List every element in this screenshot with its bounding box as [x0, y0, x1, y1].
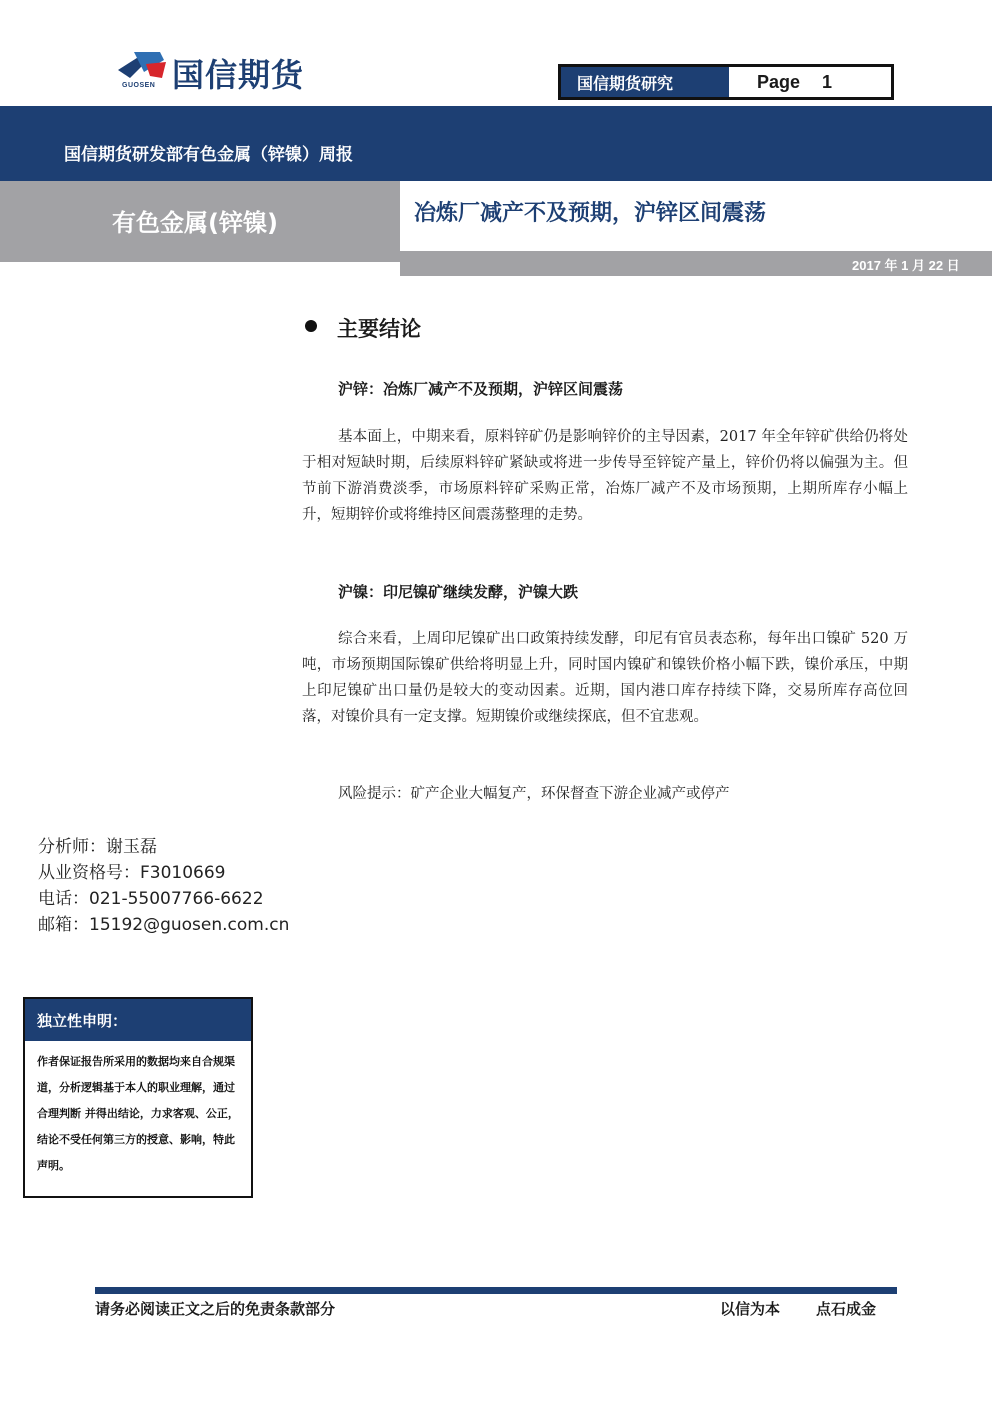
independence-body: 作者保证报告所采用的数据均来自合规渠道，分析逻辑基于本人的职业理解，通过合理判断 并得出结论，力求客观、公正，结论不受任何第三方的授意、影响，特此声明。	[37, 1055, 239, 1172]
footer-slogan-1: 以信为本	[720, 1300, 781, 1318]
main-title: 冶炼厂减产不及预期，沪锌区间震荡	[414, 201, 767, 226]
logo-subtext: GUOSEN	[122, 82, 156, 89]
footer-slogan	[720, 1298, 876, 1319]
section-bullet-icon	[305, 320, 317, 332]
report-title: 国信期货研发部有色金属（锌镍）周报	[64, 145, 353, 165]
footer-divider	[95, 1287, 897, 1294]
nickel-paragraph: 综合来看，上周印尼镍矿出口政策持续发酵，印尼有官员表态称，每年出口镍矿 520 万吨，市场预期国际镍矿供给将明显上升，同时国内镍矿和镍铁价格小幅下跌，镍价承压，中期上印尼镍矿出口量仍是较大的变动因素。近期，国内港口库存持续下降，交易所库存高位回落，对镍价具有一定支撑。短期镍价或继续探底，但不宜悲观。	[302, 631, 908, 725]
page-word: Page	[757, 71, 801, 92]
company-logo	[116, 48, 356, 94]
risk-note: 风险提示：矿产企业大幅复产，环保督查下游企业减产或停产	[338, 786, 730, 802]
footer-disclaimer: 请务必阅读正文之后的免责条款部分	[95, 1300, 336, 1318]
header-tab-label: 国信期货研究	[561, 67, 729, 97]
analyst-phone: 电话：021-55007766-6622	[38, 889, 264, 909]
page-indicator	[729, 67, 891, 97]
analyst-email: 邮箱：15192@guosen.com.cn	[38, 915, 290, 935]
independence-statement	[23, 997, 253, 1198]
header-tab-box	[558, 64, 894, 100]
category-title: 有色金属(锌镍)	[112, 209, 278, 237]
independence-heading: 独立性申明：	[25, 999, 251, 1041]
zinc-heading: 沪锌：冶炼厂减产不及预期，沪锌区间震荡	[338, 380, 624, 398]
analyst-name: 分析师：谢玉磊	[38, 837, 157, 857]
analyst-info	[38, 834, 289, 938]
page-number: 1	[822, 71, 833, 92]
nickel-heading: 沪镍：印尼镍矿继续发酵，沪镍大跌	[338, 583, 579, 601]
footer-slogan-2: 点石成金	[816, 1300, 877, 1318]
section-title: 主要结论	[337, 317, 421, 341]
zinc-paragraph: 基本面上，中期来看，原料锌矿仍是影响锌价的主导因素，2017 年全年锌矿供给仍将处于相对短缺时期，后续原料锌矿紧缺或将进一步传导至锌锭产量上，锌价仍将以偏强为主。但节前下游消费淡季，市场原料锌矿采购正常，冶炼厂减产不及市场预期，上期所库存小幅上升，短期锌价或将维持区间震荡整理的走势。	[302, 429, 908, 523]
analyst-cert: 从业资格号：F3010669	[38, 863, 226, 883]
report-date: 2017 年 1 月 22 日	[852, 258, 960, 273]
logo-brand-text: 国信期货	[172, 56, 305, 94]
